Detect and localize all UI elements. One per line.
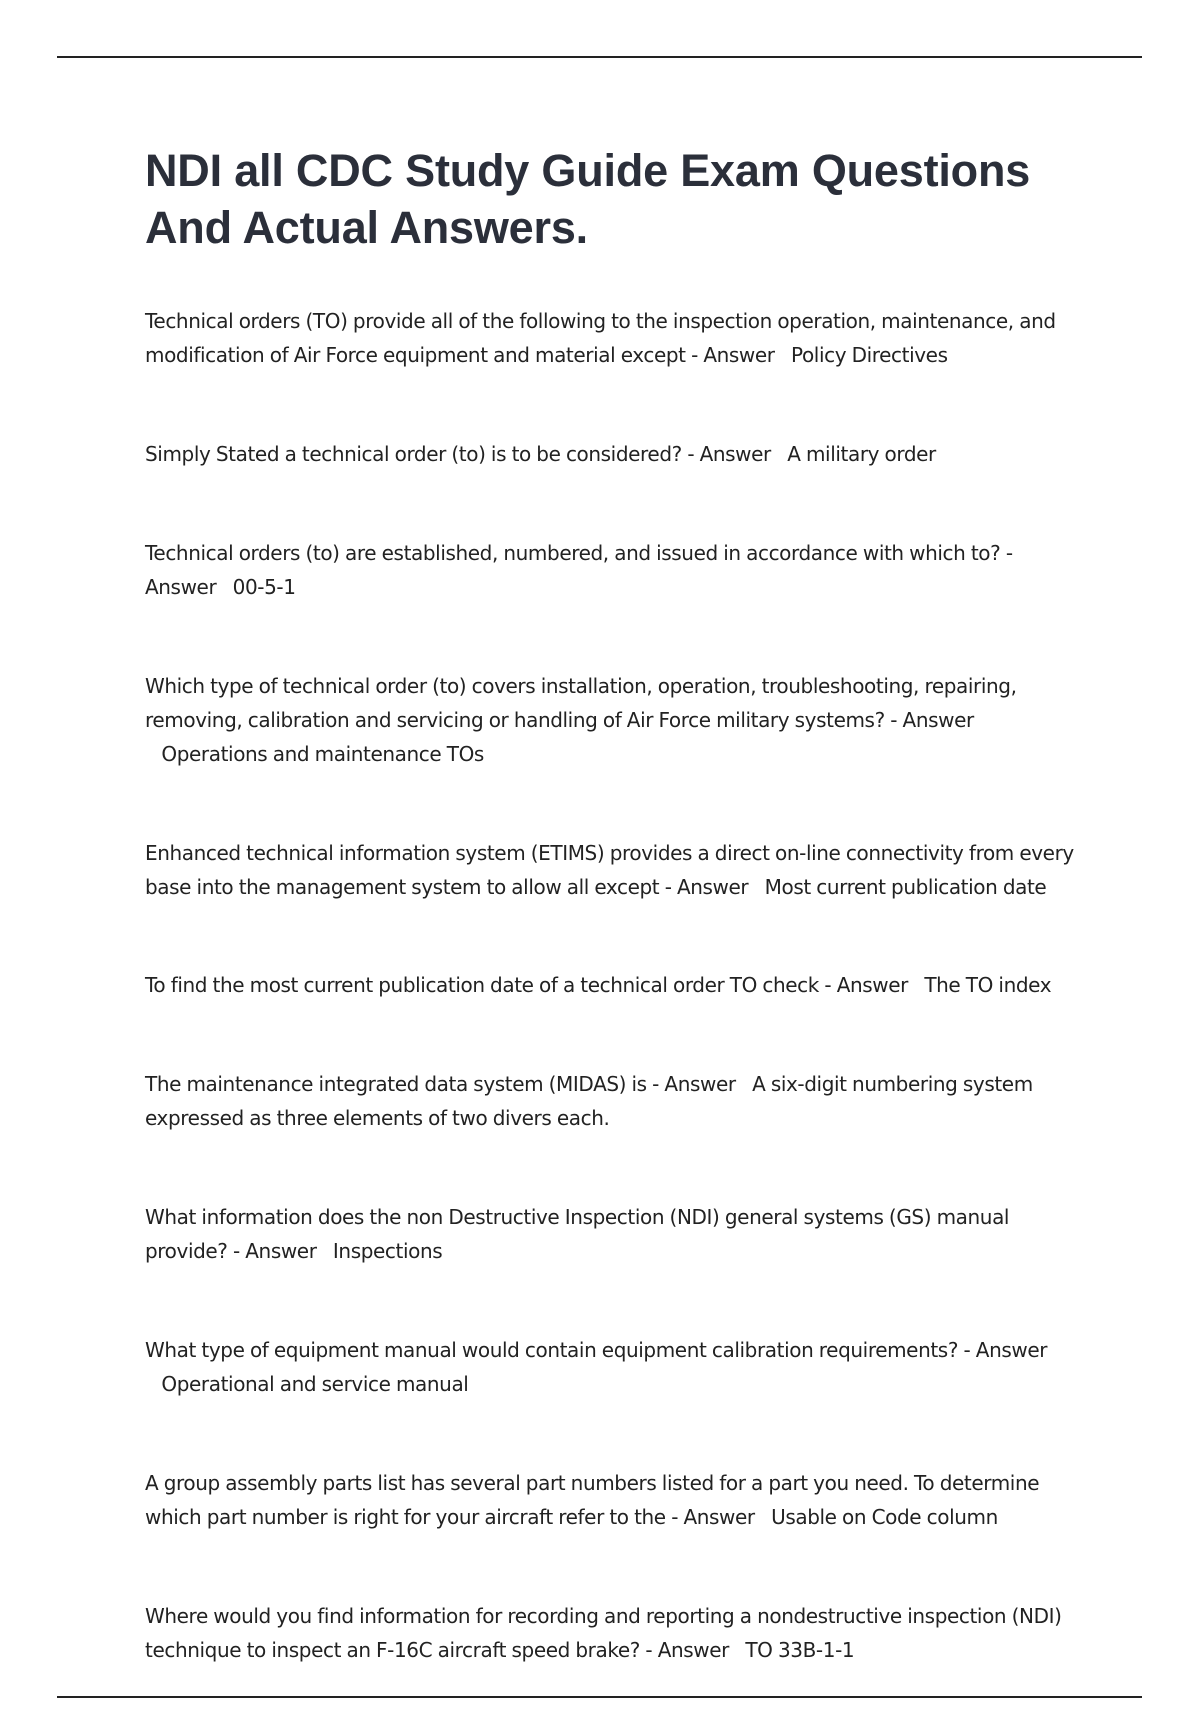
document-title: NDI all CDC Study Guide Exam Questions And Actual Answers. bbox=[145, 145, 1031, 253]
answer-text: TO 33B-1-1 bbox=[745, 1638, 855, 1662]
qa-list bbox=[145, 304, 1085, 1667]
answer-marker: - Answer bbox=[671, 1505, 755, 1529]
answer-marker: - Answer bbox=[233, 1239, 317, 1263]
question-text: What type of equipment manual would contain equipment calibration requirements? bbox=[145, 1338, 959, 1362]
qa-item bbox=[145, 304, 1085, 372]
answer-text: Inspections bbox=[332, 1239, 443, 1263]
answer-marker: - Answer bbox=[824, 973, 908, 997]
answer-text: Usable on Code column bbox=[771, 1505, 998, 1529]
qa-item bbox=[145, 1200, 1085, 1268]
page-top-rule bbox=[57, 56, 1142, 58]
answer-marker: - Answer bbox=[687, 442, 771, 466]
answer-text: A military order bbox=[787, 442, 936, 466]
answer-marker: - Answer bbox=[652, 1072, 736, 1096]
qa-item bbox=[145, 536, 1085, 604]
qa-item bbox=[145, 1599, 1085, 1667]
question-text: A group assembly parts list has several part numbers listed for a part you need. To determine which part number is right for your aircraft refer to the bbox=[145, 1471, 1040, 1529]
question-text: The maintenance integrated data system (MIDAS) is bbox=[145, 1072, 647, 1096]
question-text: Technical orders (to) are established, numbered, and issued in accordance with which to? bbox=[145, 541, 1001, 565]
question-text: To find the most current publication date of a technical order TO check bbox=[145, 973, 819, 997]
qa-item bbox=[145, 669, 1085, 771]
question-text: Technical orders (TO) provide all of the following to the inspection operation, maintenance, and modification of Air Force equipment and material except bbox=[145, 309, 1056, 367]
page-bottom-rule bbox=[57, 1696, 1142, 1698]
answer-marker: - Answer bbox=[664, 875, 749, 899]
answer-text: Most current publication date bbox=[764, 875, 1047, 899]
qa-item bbox=[145, 836, 1085, 904]
answer-text: Operations and maintenance TOs bbox=[161, 742, 484, 766]
answer-marker: - Answer bbox=[691, 343, 775, 367]
answer-text: A six-digit numbering system expressed as three elements of two divers each. bbox=[145, 1072, 1033, 1130]
qa-item bbox=[145, 1466, 1085, 1534]
qa-item bbox=[145, 437, 1085, 471]
question-text: What information does the non Destructive Inspection (NDI) general systems (GS) manual provide? bbox=[145, 1205, 1010, 1263]
question-text: Where would you find information for recording and reporting a nondestructive inspection (NDI) technique to inspect an F-16C aircraft speed brake? bbox=[145, 1604, 1062, 1662]
question-text: Simply Stated a technical order (to) is to be considered? bbox=[145, 442, 682, 466]
answer-text: The TO index bbox=[924, 973, 1052, 997]
answer-marker: - Answer bbox=[645, 1638, 729, 1662]
answer-text: Operational and service manual bbox=[161, 1372, 469, 1396]
qa-item bbox=[145, 968, 1085, 1002]
question-text: Enhanced technical information system (ETIMS) provides a direct on-line connectivity from every base into the management system to allow all except bbox=[145, 841, 1074, 899]
answer-text: 00-5-1 bbox=[232, 575, 296, 599]
answer-marker: - Answer bbox=[963, 1338, 1048, 1362]
qa-item bbox=[145, 1333, 1085, 1401]
qa-item bbox=[145, 1067, 1085, 1135]
answer-marker: - Answer bbox=[890, 708, 974, 732]
question-text: Which type of technical order (to) covers installation, operation, troubleshooting, repairing, removing, calibration and servicing or handling of Air Force military systems? bbox=[145, 674, 1017, 732]
answer-text: Policy Directives bbox=[791, 343, 948, 367]
answer-marker: - Answer bbox=[145, 541, 1013, 599]
document-body bbox=[145, 142, 1085, 1732]
